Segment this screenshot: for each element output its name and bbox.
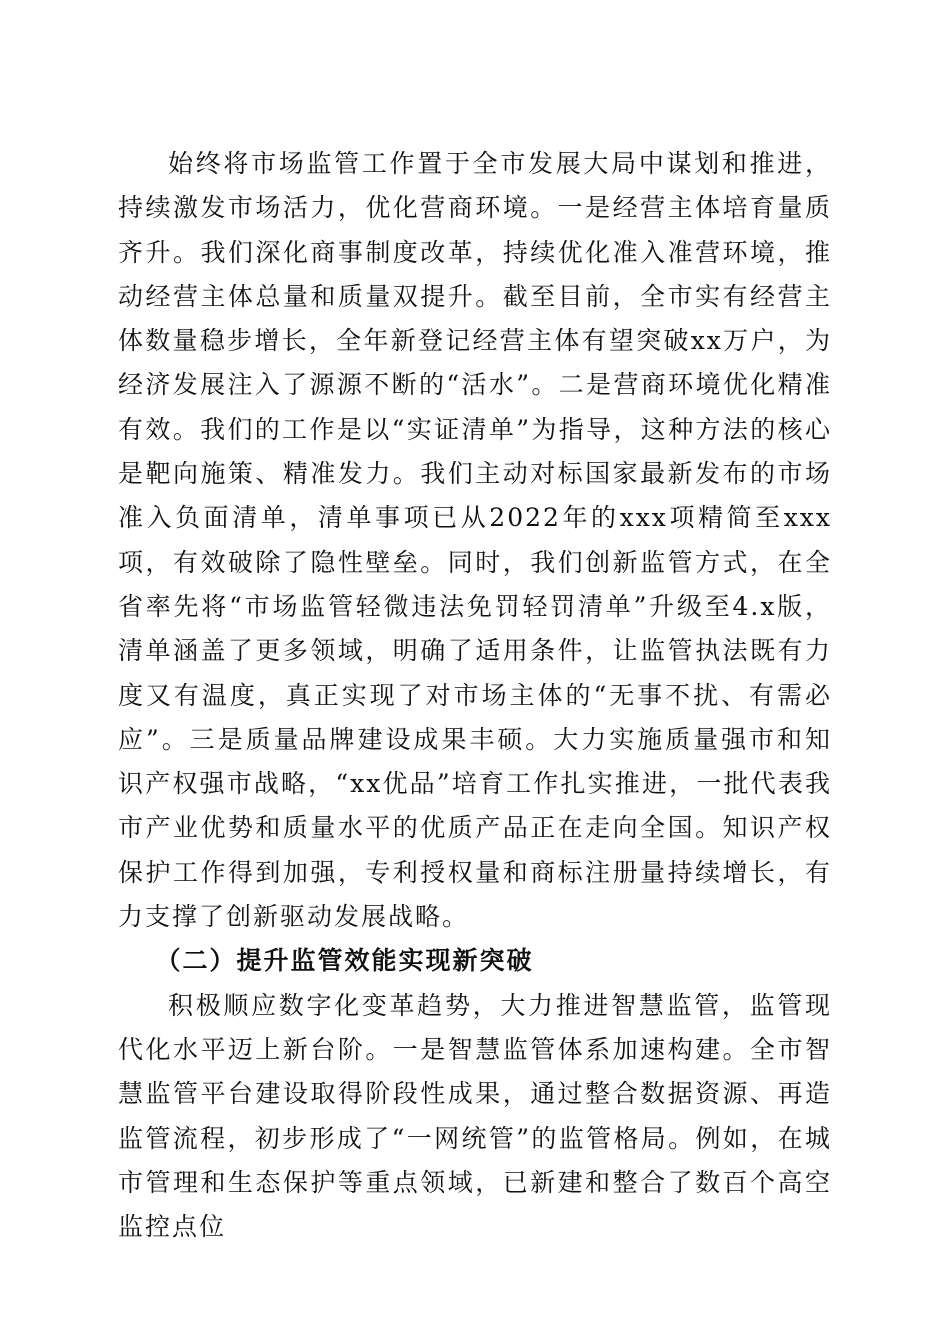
body-paragraph-1: 始终将市场监管工作置于全市发展大局中谋划和推进，持续激发市场活力，优化营商环境。一是经营主体培育量质齐升。我们深化商事制度改革，持续优化准入准营环境，推动经营主体总量和质量双提升。截至目前，全市实有经营主体数量稳步增长，全年新登记经营主体有望突破xx万户，为经济发展注入了源源不断的“活水”。二是营商环境优化精准有效。我们的工作是以“实证清单”为指导，这种方法的核心是靶向施策、精准发力。我们主动对标国家最新发布的市场准入负面清单，清单事项已从2022年的xxx项精简至xxx项，有效破除了隐性壁垒。同时，我们创新监管方式，在全省率先将“市场监管轻微违法免罚轻罚清单”升级至4.x版，清单涵盖了更多领域，明确了适用条件，让监管执法既有力度又有温度，真正实现了对市场主体的“无事不扰、有需必应”。三是质量品牌建设成果丰硕。大力实施质量强市和知识产权强市战略，“xx优品”培育工作扎实推进，一批代表我市产业优势和质量水平的优质产品正在走向全国。知识产权保护工作得到加强，专利授权量和商标注册量持续增长，有力支撑了创新驱动发展战略。 [118,149,832,932]
section-heading: （二）提升监管效能实现新突破 [155,946,534,976]
document-body [118,142,832,1249]
body-paragraph-2: 积极顺应数字化变革趋势，大力推进智慧监管，监管现代化水平迈上新台阶。一是智慧监管体系加速构建。全市智慧监管平台建设取得阶段性成果，通过整合数据资源、再造监管流程，初步形成了“一网统管”的监管格局。例如，在城市管理和生态保护等重点领域，已新建和整合了数百个高空监控点位 [118,990,832,1242]
